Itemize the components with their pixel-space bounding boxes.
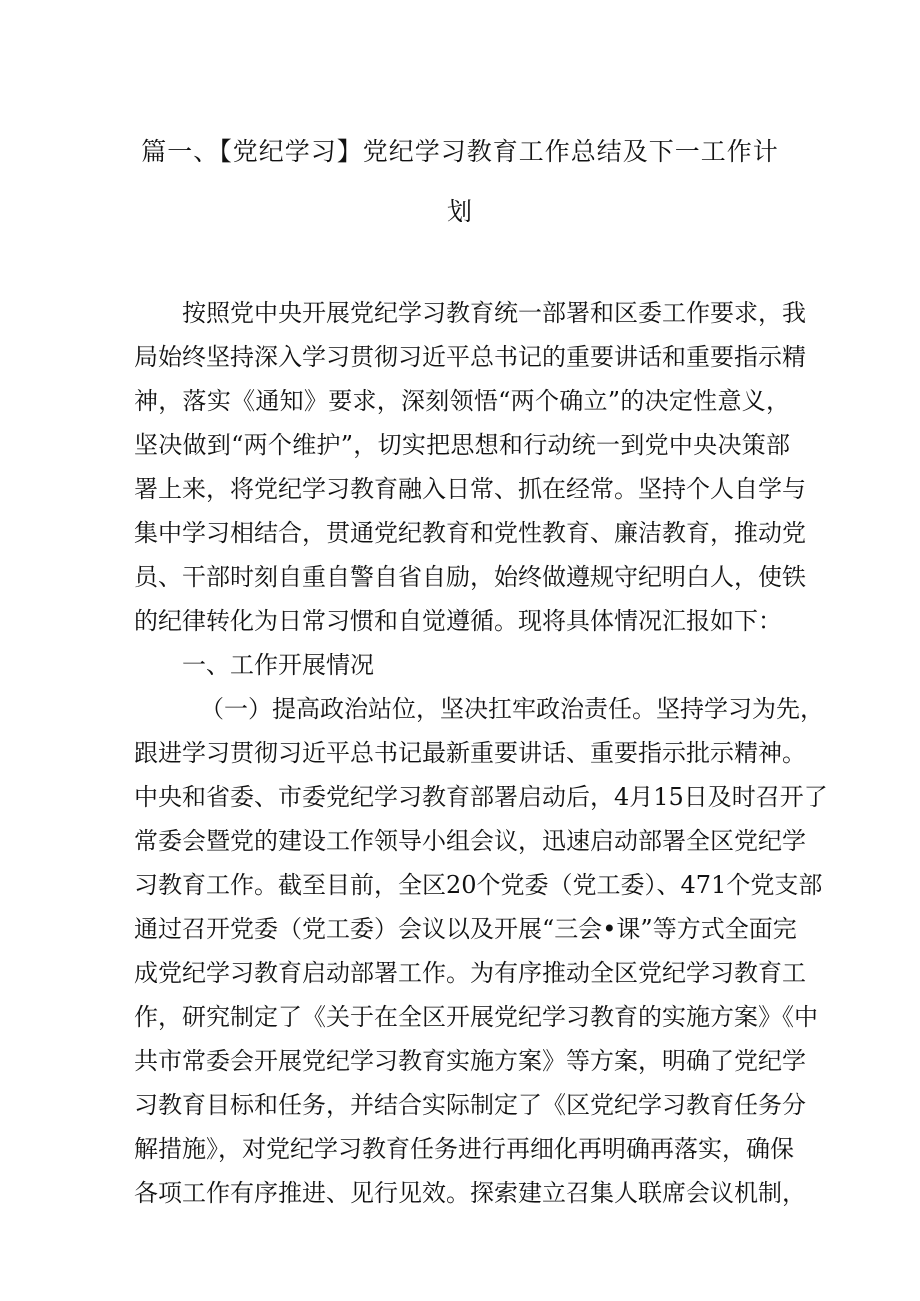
paragraph-1-line: 的纪律转化为日常习惯和自觉遵循。现将具体情况汇报如下： [134,607,782,635]
paragraph-1-line: 坚决做到“两个维护”，切实把思想和行动统一到党中央决策部 [134,431,790,459]
paragraph-1-line: 员、干部时刻自重自警自省自励，始终做遵规守纪明白人，使铁 [134,563,806,591]
paragraph-2-line: 成党纪学习教育启动部署工作。为有序推动全区党纪学习教育工 [134,959,806,987]
paragraph-1-line: 神，落实《通知》要求，深刻领悟“两个确立”的决定性意义， [134,387,790,415]
document-title-line-2: 划 [446,197,473,226]
paragraph-2-line: 共市常委会开展党纪学习教育实施方案》等方案，明确了党纪学 [134,1047,806,1075]
paragraph-2-line: 作，研究制定了《关于在全区开展党纪学习教育的实施方案》《中 [134,1003,818,1031]
section-heading: 一、工作开展情况 [182,651,374,679]
paragraph-2-line: 习教育工作。截至目前，全区20个党委（党工委）、471个党支部 [134,871,823,899]
paragraph-2-line: 中央和省委、市委党纪学习教育部署启动后，4月15日及时召开了 [134,783,828,811]
document-title-line-1: 篇一、【党纪学习】党纪学习教育工作总结及下一工作计 [141,137,779,166]
paragraph-1-line: 按照党中央开展党纪学习教育统一部署和区委工作要求，我 [182,299,806,327]
paragraph-2-line: 解措施》，对党纪学习教育任务进行再细化再明确再落实，确保 [134,1135,794,1163]
paragraph-2-line: 通过召开党委（党工委）会议以及开展“三会•课”等方式全面完 [134,915,797,943]
paragraph-2-line: （一）提高政治站位，坚决扛牢政治责任。坚持学习为先， [200,695,824,723]
paragraph-2-line: 跟进学习贯彻习近平总书记最新重要讲话、重要指示批示精神。 [134,739,806,767]
paragraph-2-line: 习教育目标和任务，并结合实际制定了《区党纪学习教育任务分 [134,1091,806,1119]
paragraph-2-line: 常委会暨党的建设工作领导小组会议，迅速启动部署全区党纪学 [134,827,806,855]
paragraph-1-line: 署上来，将党纪学习教育融入日常、抓在经常。坚持个人自学与 [134,475,806,503]
paragraph-1-line: 局始终坚持深入学习贯彻习近平总书记的重要讲话和重要指示精 [134,343,806,371]
paragraph-1-line: 集中学习相结合，贯通党纪教育和党性教育、廉洁教育，推动党 [134,519,806,547]
paragraph-2-line: 各项工作有序推进、见行见效。探索建立召集人联席会议机制， [134,1179,806,1207]
